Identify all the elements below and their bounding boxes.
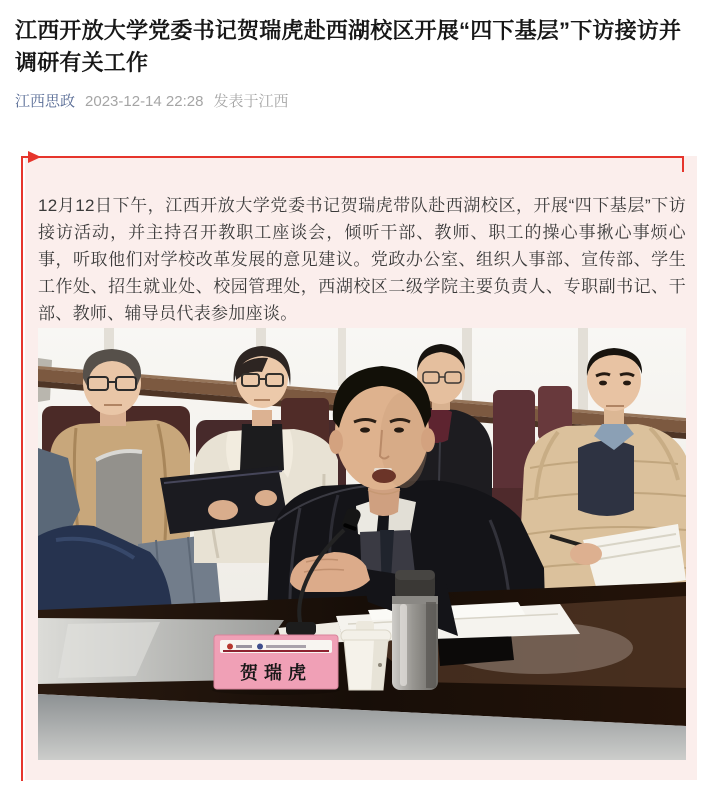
page-title: 江西开放大学党委书记贺瑞虎赴西湖校区开展“四下基层”下访接访并调研有关工作 [15, 18, 682, 75]
quote-block [15, 156, 697, 780]
meeting-photo[interactable] [38, 328, 686, 760]
quote-left-line [21, 156, 23, 781]
body-paragraph: 12月12日下午，江西开放大学党委书记贺瑞虎带队赴西湖校区，开展“四下基层”下访接访活动，并主持召开教职工座谈会，倾听干部、教师、职工的操心事揪心事烦心事，听取他们对学校改革发展的意见建议。党政办公室、组织人事部、宣传部、学生工作处、招生就业处、校园管理处，西湖校区二级学院主要负责人、专职副书记、干部、教师、辅导员代表参加座谈。 [38, 196, 686, 323]
quote-top-line [21, 156, 684, 158]
publish-time: 2023-12-14 22:28 [85, 93, 204, 110]
article-meta [15, 91, 697, 112]
nameplate [212, 635, 340, 695]
quote-right-hook [682, 156, 684, 172]
nameplate-logo-left [227, 644, 233, 650]
article-page [0, 15, 711, 780]
thermos [392, 570, 438, 690]
nameplate-logo-right [257, 644, 263, 650]
publish-location: 发表于江西 [213, 93, 289, 110]
quote-arrow-icon [28, 151, 41, 163]
account-name-link[interactable]: 江西思政 [15, 93, 76, 110]
nameplate-text: 贺瑞虎 [240, 663, 312, 683]
quote-content-box [25, 156, 697, 780]
teacup [341, 621, 391, 690]
